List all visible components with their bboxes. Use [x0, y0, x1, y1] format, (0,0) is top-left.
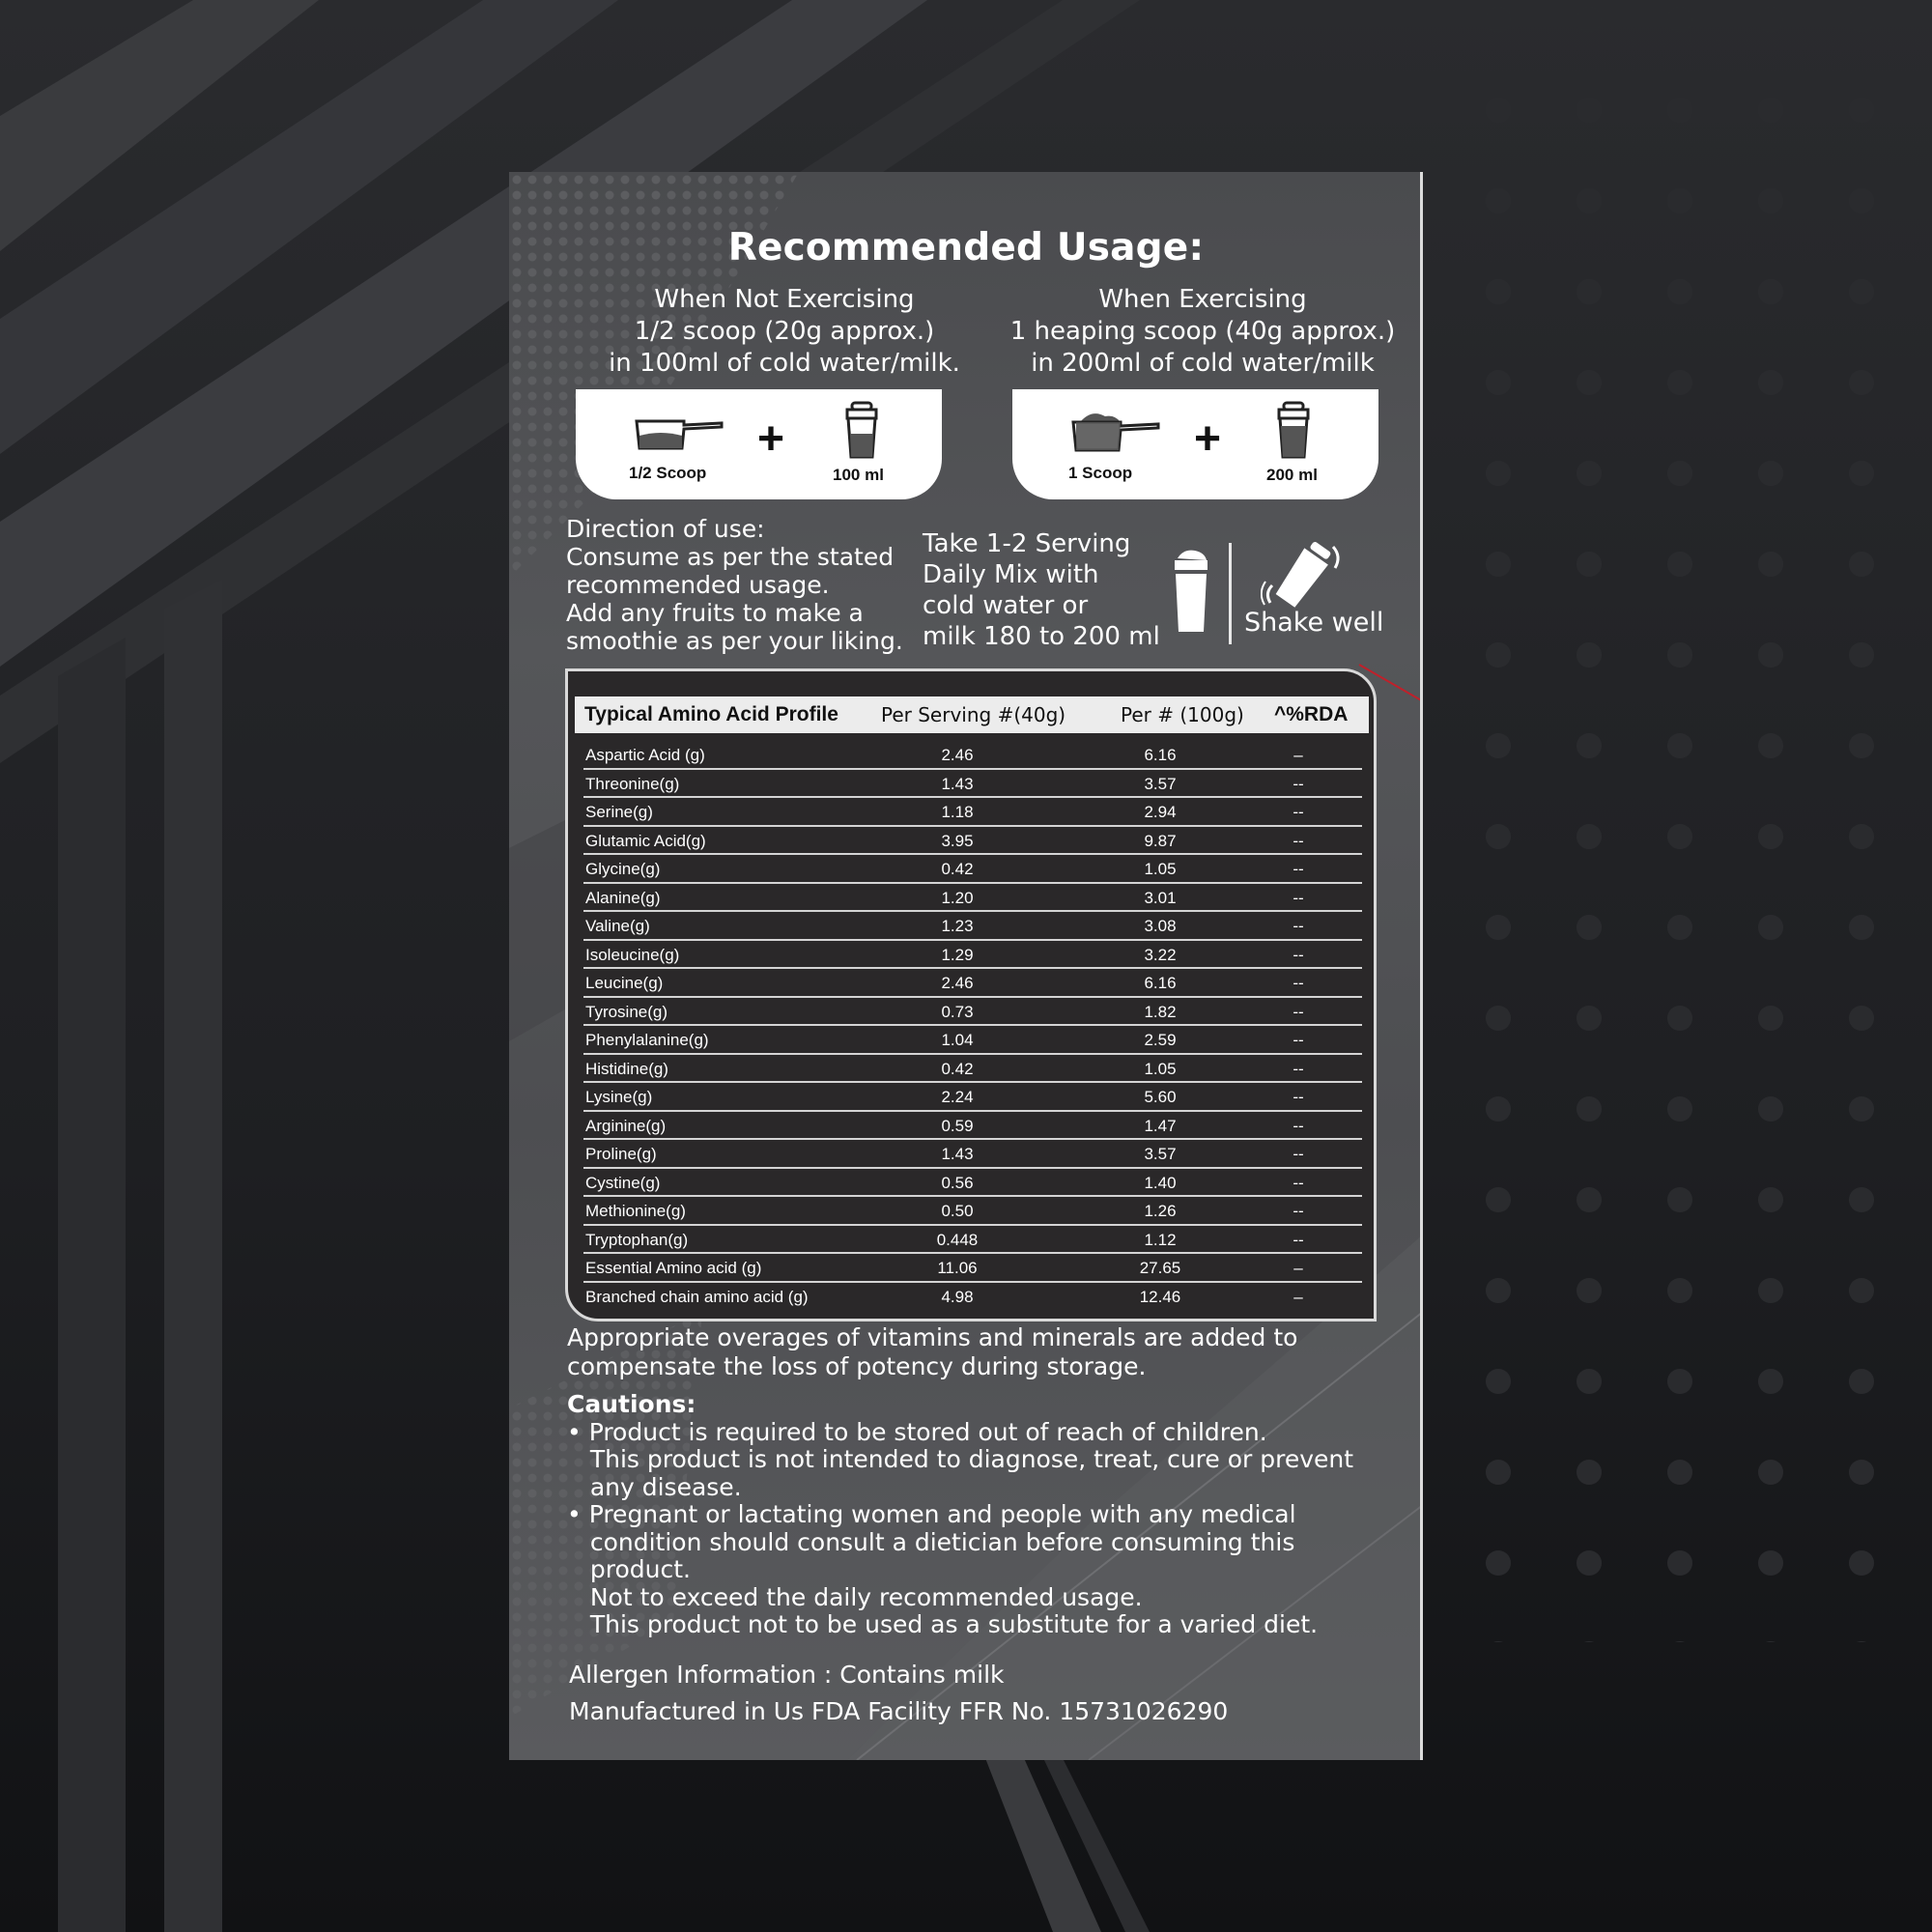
per-serving-cell: 3.95 — [941, 831, 974, 850]
recommended-usage-title: Recommended Usage: — [727, 226, 1205, 270]
direction-line: recommended usage. — [566, 571, 830, 599]
amino-name-cell: Leucine(g) — [585, 974, 664, 992]
rda-cell: -- — [1293, 1059, 1304, 1078]
amino-name-cell: Valine(g) — [585, 917, 650, 935]
exercising-liquid: in 200ml of cold water/milk — [1031, 349, 1375, 378]
200ml-label: 200 ml — [1266, 466, 1318, 484]
table-row — [583, 1026, 1362, 1055]
header-per-serving: Per Serving #(40g) — [881, 703, 1066, 726]
rda-cell: -- — [1293, 1202, 1304, 1220]
amino-acid-table — [565, 668, 1377, 1321]
serving-line: cold water or — [923, 591, 1089, 620]
per-100g-cell: 2.94 — [1144, 803, 1177, 821]
per-serving-cell: 2.46 — [941, 974, 974, 992]
amino-name-cell: Tyrosine(g) — [585, 1002, 668, 1021]
amino-name-cell: Proline(g) — [585, 1145, 657, 1163]
per-serving-cell: 0.73 — [941, 1002, 974, 1021]
overages-line: compensate the loss of potency during storage. — [567, 1352, 1147, 1380]
amino-name-cell: Glycine(g) — [585, 860, 661, 878]
rda-cell: -- — [1293, 860, 1304, 878]
amino-name-cell: Threonine(g) — [585, 774, 680, 793]
amino-name-cell: Isoleucine(g) — [585, 945, 680, 964]
exercising-heading: When Exercising — [1098, 285, 1307, 314]
per-serving-cell: 1.18 — [941, 803, 974, 821]
caution-line: • Product is required to be stored out of reach of children. — [567, 1417, 1267, 1446]
not-exercising-instructions — [548, 284, 1021, 380]
amino-name-cell: Essential Amino acid (g) — [585, 1259, 762, 1277]
per-100g-cell: 1.05 — [1144, 860, 1177, 878]
table-row — [583, 1197, 1362, 1226]
table-row — [583, 1254, 1362, 1283]
table-row — [583, 1083, 1362, 1112]
table-header — [575, 696, 1369, 733]
per-100g-cell: 3.57 — [1144, 774, 1177, 793]
per-serving-cell: 1.29 — [941, 945, 974, 964]
amino-name-cell: Arginine(g) — [585, 1116, 667, 1135]
per-100g-cell: 1.82 — [1144, 1002, 1177, 1021]
exercising-instructions — [961, 284, 1423, 380]
not-exercising-amount: 1/2 scoop (20g approx.) — [634, 317, 935, 346]
overages-note — [567, 1323, 1297, 1381]
per-100g-cell: 3.01 — [1144, 888, 1177, 907]
per-serving-cell: 0.42 — [941, 1059, 974, 1078]
rda-cell: -- — [1293, 1173, 1304, 1192]
amino-name-cell: Aspartic Acid (g) — [585, 746, 705, 764]
caution-line: any disease. — [567, 1472, 742, 1501]
per-100g-cell: 5.60 — [1144, 1088, 1177, 1106]
table-row — [583, 798, 1362, 827]
amino-name-cell: Branched chain amino acid (g) — [585, 1287, 809, 1306]
amino-name-cell: Lysine(g) — [585, 1088, 653, 1106]
per-100g-cell: 1.26 — [1144, 1202, 1177, 1220]
shaker-icon — [1170, 547, 1212, 634]
per-100g-cell: 6.16 — [1144, 746, 1177, 764]
not-exercising-liquid: in 100ml of cold water/milk. — [609, 349, 960, 378]
rda-cell: -- — [1293, 945, 1304, 964]
table-row — [583, 1169, 1362, 1198]
caution-line: This product not to be used as a substitute for a varied diet. — [567, 1610, 1319, 1638]
per-100g-cell: 3.22 — [1144, 945, 1177, 964]
amino-name-cell: Histidine(g) — [585, 1059, 668, 1078]
table-row — [583, 855, 1362, 884]
amino-name-cell: Glutamic Acid(g) — [585, 831, 706, 850]
per-serving-cell: 1.23 — [941, 917, 974, 935]
table-row — [583, 969, 1362, 998]
amino-name-cell: Cystine(g) — [585, 1173, 661, 1192]
direction-line: Add any fruits to make a — [566, 599, 864, 627]
allergen-info: Allergen Information : Contains milk — [569, 1661, 1005, 1689]
cautions-title: Cautions: — [567, 1390, 696, 1418]
rda-cell: – — [1293, 1259, 1303, 1277]
shaking-shaker-icon — [1261, 539, 1344, 609]
per-100g-cell: 12.46 — [1139, 1287, 1181, 1306]
per-serving-cell: 4.98 — [941, 1287, 974, 1306]
rda-cell: -- — [1293, 1002, 1304, 1021]
table-row — [583, 1112, 1362, 1141]
not-exercising-heading: When Not Exercising — [654, 285, 915, 314]
header-per-100g: Per # (100g) — [1121, 703, 1244, 726]
amino-name-cell: Serine(g) — [585, 803, 653, 821]
amino-name-cell: Phenylalanine(g) — [585, 1031, 709, 1049]
caution-line: • Pregnant or lactating women and people with any medical — [567, 1500, 1296, 1528]
100ml-label: 100 ml — [833, 466, 884, 484]
table-row — [583, 1055, 1362, 1084]
shake-well-label: Shake well — [1244, 608, 1384, 638]
shaker-bottle-icon — [1275, 401, 1312, 461]
rda-cell: -- — [1293, 917, 1304, 935]
direction-of-use — [566, 515, 903, 655]
table-row — [583, 1226, 1362, 1255]
table-row — [583, 884, 1362, 913]
per-serving-cell: 0.59 — [941, 1116, 974, 1135]
half-scoop-mix-box — [576, 389, 942, 499]
amino-name-cell: Alanine(g) — [585, 888, 661, 907]
rda-cell: -- — [1293, 1145, 1304, 1163]
per-100g-cell: 3.57 — [1144, 1145, 1177, 1163]
rda-cell: -- — [1293, 803, 1304, 821]
per-serving-cell: 1.20 — [941, 888, 974, 907]
direction-line: Direction of use: — [566, 515, 765, 543]
rda-cell: -- — [1293, 774, 1304, 793]
header-rda: ^%RDA — [1274, 703, 1349, 725]
per-serving-cell: 0.50 — [941, 1202, 974, 1220]
amino-name-cell: Methionine(g) — [585, 1202, 686, 1220]
per-100g-cell: 2.59 — [1144, 1031, 1177, 1049]
table-row — [583, 827, 1362, 856]
table-row — [583, 998, 1362, 1027]
table-row — [583, 770, 1362, 799]
table-row — [583, 1283, 1362, 1312]
serving-line: milk 180 to 200 ml — [923, 622, 1160, 651]
shaker-bottle-icon — [843, 401, 880, 461]
full-scoop-icon — [1070, 407, 1162, 457]
overages-line: Appropriate overages of vitamins and minerals are added to — [567, 1323, 1298, 1351]
serving-instructions — [923, 528, 1160, 652]
caution-line: This product is not intended to diagnose, treat, cure or prevent — [567, 1445, 1354, 1473]
rda-cell: – — [1293, 746, 1303, 764]
exercising-amount: 1 heaping scoop (40g approx.) — [1009, 317, 1396, 346]
table-row — [583, 741, 1362, 770]
per-serving-cell: 11.06 — [937, 1259, 978, 1277]
caution-line: condition should consult a dietician before consuming this — [567, 1527, 1295, 1556]
per-100g-cell: 6.16 — [1144, 974, 1177, 992]
table-row — [583, 941, 1362, 970]
serving-line: Take 1-2 Serving — [923, 529, 1131, 558]
table-row — [583, 912, 1362, 941]
label-panel — [509, 172, 1423, 1760]
per-serving-cell: 1.43 — [941, 1145, 974, 1163]
rda-cell: -- — [1293, 888, 1304, 907]
table-row — [583, 1140, 1362, 1169]
per-serving-cell: 0.448 — [936, 1230, 979, 1249]
per-serving-cell: 1.43 — [941, 774, 974, 793]
serving-line: Daily Mix with — [923, 560, 1099, 589]
per-100g-cell: 1.12 — [1144, 1230, 1177, 1249]
full-scoop-mix-box — [1012, 389, 1378, 499]
direction-line: Consume as per the stated — [566, 543, 895, 571]
amino-name-cell: Tryptophan(g) — [585, 1230, 689, 1249]
rda-cell: – — [1293, 1287, 1303, 1306]
per-100g-cell: 9.87 — [1144, 831, 1177, 850]
shake-divider — [1229, 543, 1232, 644]
half-scoop-icon — [634, 416, 725, 455]
per-serving-cell: 2.46 — [941, 746, 974, 764]
per-100g-cell: 3.08 — [1144, 917, 1177, 935]
rda-cell: -- — [1293, 1088, 1304, 1106]
rda-cell: -- — [1293, 1116, 1304, 1135]
1-scoop-label: 1 Scoop — [1068, 464, 1133, 482]
table-body — [583, 741, 1362, 1311]
rda-cell: -- — [1293, 1230, 1304, 1249]
manufacturing-info: Manufactured in Us FDA Facility FFR No. 15731026290 — [569, 1697, 1229, 1725]
header-profile: Typical Amino Acid Profile — [584, 703, 838, 725]
plus-sign: + — [1194, 413, 1222, 465]
per-100g-cell: 1.40 — [1144, 1173, 1177, 1192]
half-scoop-label: 1/2 Scoop — [629, 464, 707, 482]
per-100g-cell: 27.65 — [1139, 1259, 1181, 1277]
per-100g-cell: 1.47 — [1144, 1116, 1177, 1135]
plus-sign: + — [757, 413, 785, 465]
rda-cell: -- — [1293, 974, 1304, 992]
per-serving-cell: 1.04 — [941, 1031, 974, 1049]
per-serving-cell: 2.24 — [941, 1088, 974, 1106]
per-100g-cell: 1.05 — [1144, 1059, 1177, 1078]
direction-line: smoothie as per your liking. — [566, 627, 903, 655]
per-serving-cell: 0.56 — [941, 1173, 974, 1192]
caution-line: Not to exceed the daily recommended usage. — [567, 1582, 1143, 1611]
per-serving-cell: 0.42 — [941, 860, 974, 878]
rda-cell: -- — [1293, 831, 1304, 850]
rda-cell: -- — [1293, 1031, 1304, 1049]
caution-line: product. — [567, 1555, 691, 1583]
cautions-section — [567, 1391, 1353, 1639]
